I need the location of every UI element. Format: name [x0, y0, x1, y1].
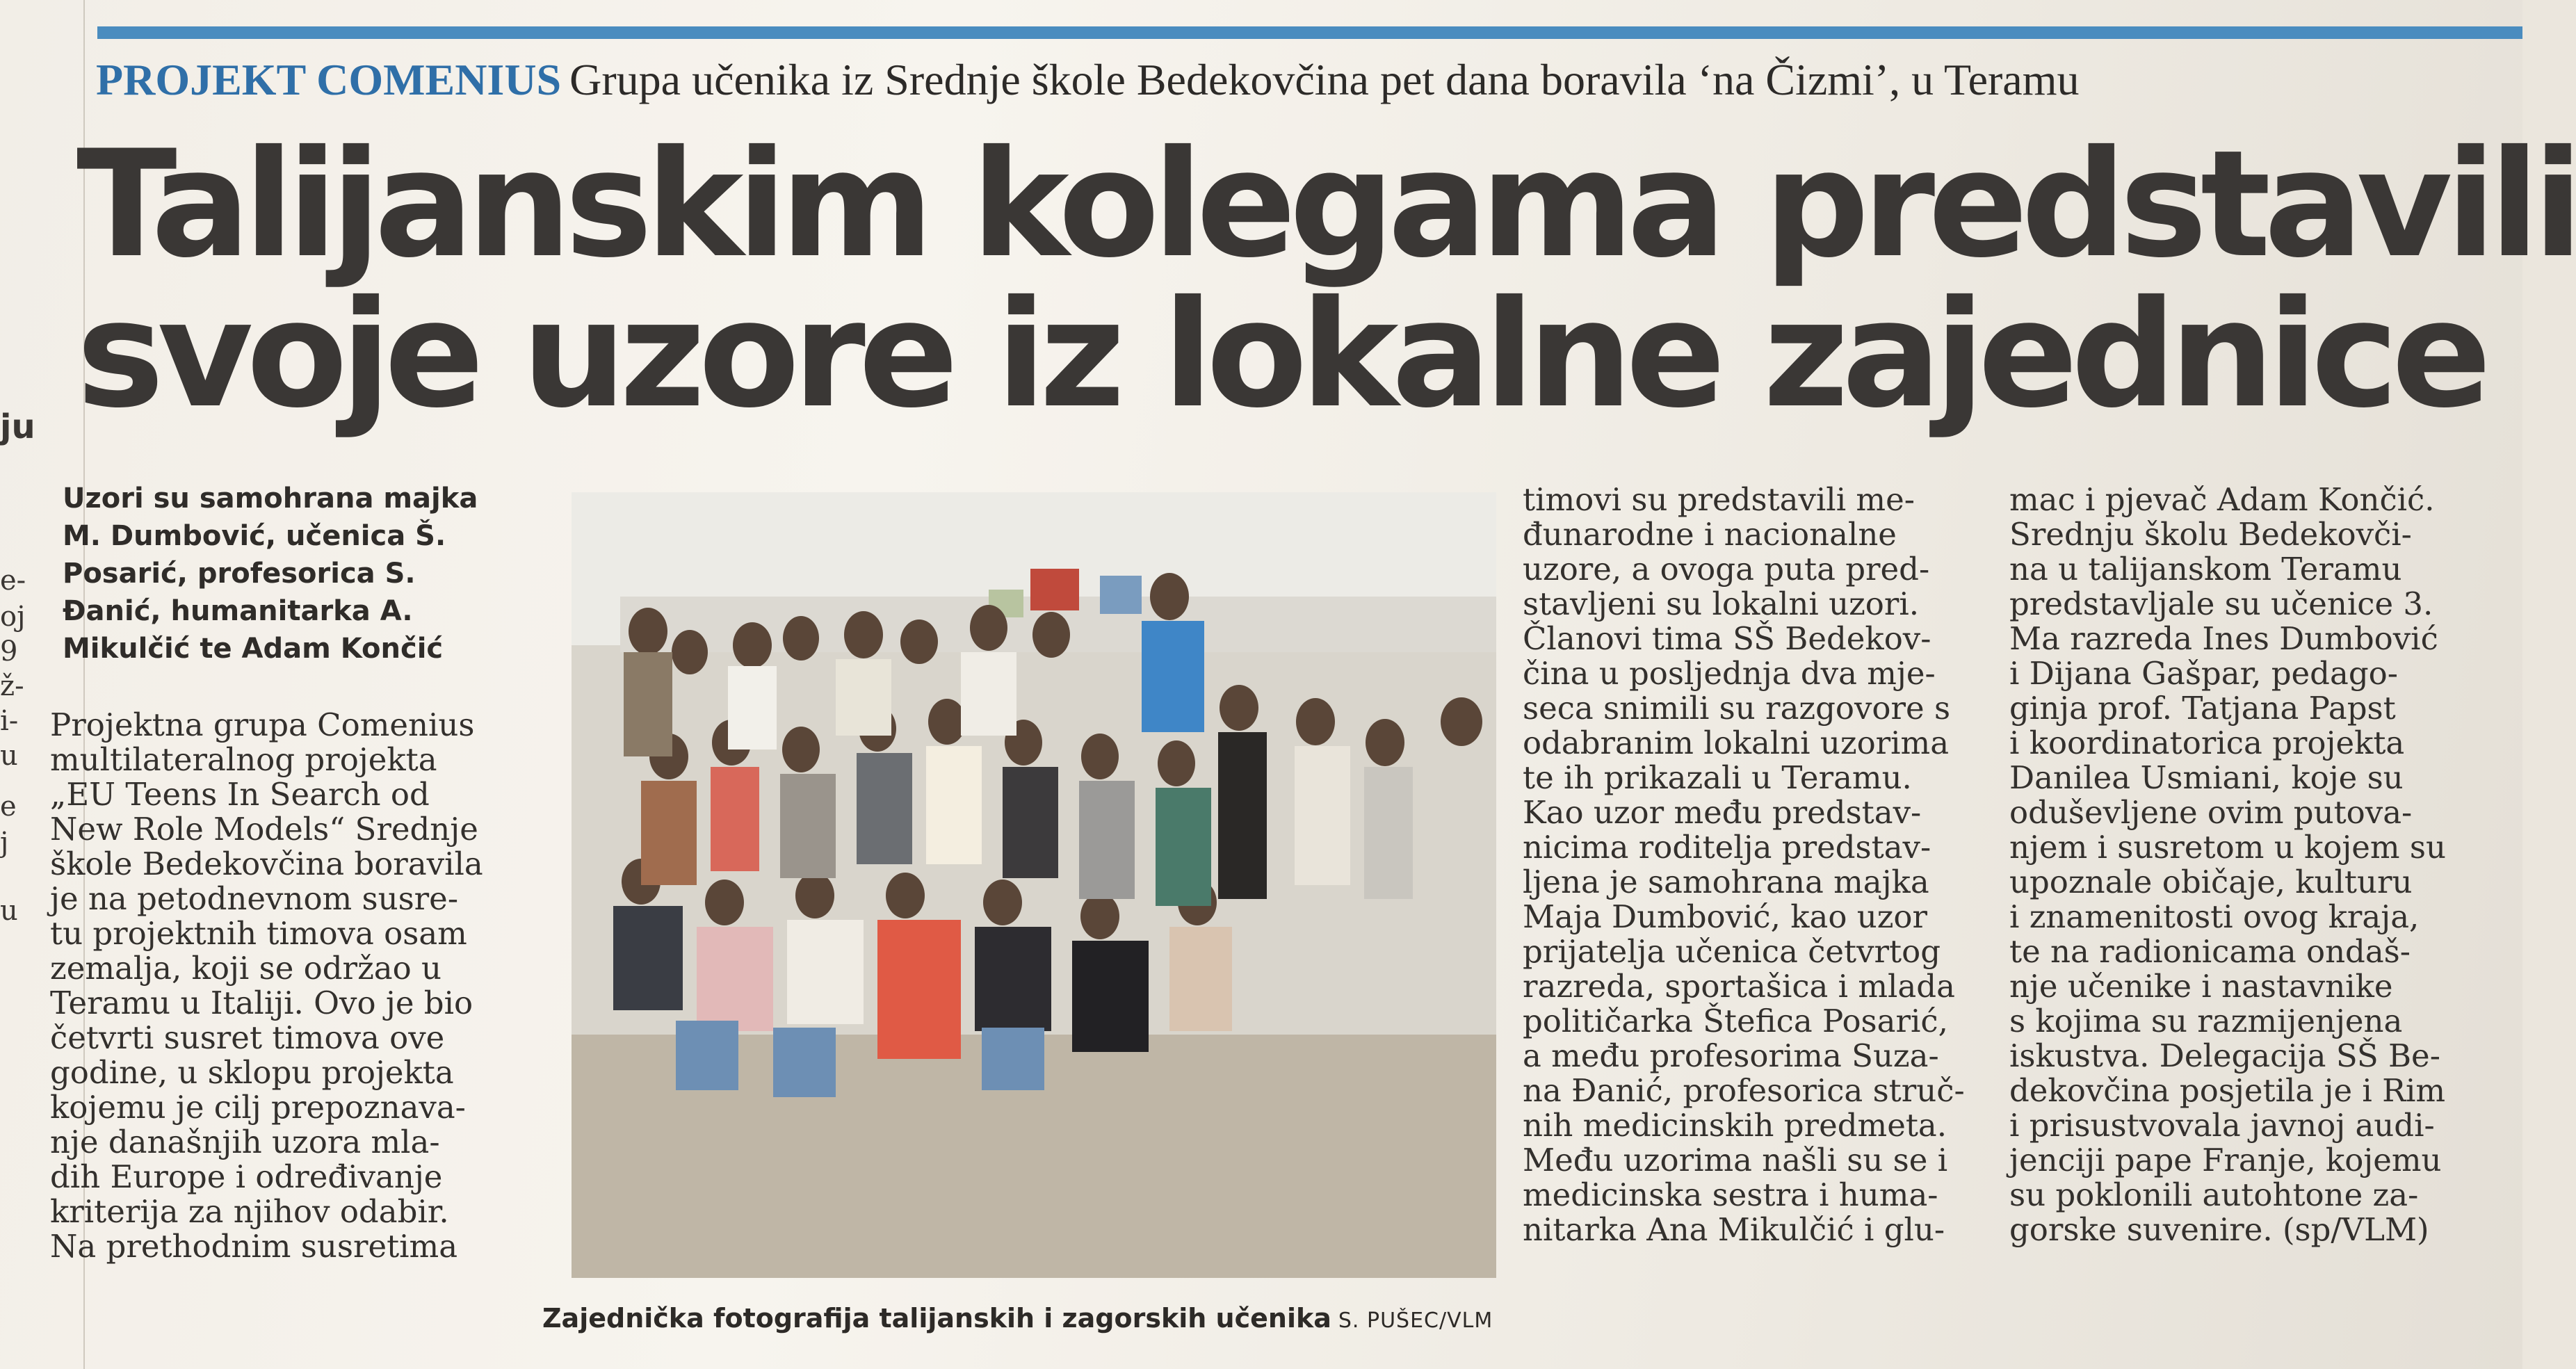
body-line: Danilea Usmiani, koje su	[2009, 759, 2404, 796]
body-line: odabranim lokalni uzorima	[1523, 724, 1950, 761]
group-photo-illustration	[572, 492, 1496, 1278]
body-line: oduševljene ovim putova-	[2009, 794, 2413, 831]
top-color-rule	[97, 26, 2522, 39]
body-line: Članovi tima SŠ Bedekov-	[1523, 620, 1931, 657]
article-headline	[76, 118, 2576, 440]
body-line: na u talijanskom Teramu	[2009, 551, 2402, 588]
body-line: nicima roditelja predstav-	[1523, 829, 1931, 866]
body-line: Teramu u Italiji. Ovo je bio	[50, 985, 473, 1021]
body-line: Među uzorima našli su se i	[1523, 1142, 1948, 1178]
body-line: s kojima su razmijenjena	[2009, 1003, 2403, 1039]
body-line: Kao uzor među predstav-	[1523, 794, 1922, 831]
left-fragment-line: e	[0, 791, 17, 823]
subhead-line: Đanić, humanitarka A.	[63, 595, 413, 627]
body-line: timovi su predstavili me-	[1523, 481, 1915, 518]
body-line: razreda, sportašica i mlada	[1523, 968, 1955, 1005]
body-line: multilateralnog projekta	[50, 741, 437, 778]
left-fragment-line: 9	[0, 635, 18, 667]
body-line: seca snimili su razgovore s	[1523, 690, 1951, 727]
body-line: te na radionicama ondaš-	[2009, 933, 2411, 970]
body-line: škole Bedekovčina boravila	[50, 845, 483, 882]
left-fragment-line: e-	[0, 565, 26, 597]
body-line: jenciji pape Franje, kojemu	[2009, 1142, 2442, 1178]
body-line: dekovčina posjetila je i Rim	[2009, 1072, 2446, 1109]
body-line: a među profesorima Suza-	[1523, 1037, 1939, 1074]
body-line: zemalja, koji se održao u	[50, 950, 442, 987]
photo-caption	[542, 1303, 1530, 1334]
body-line: godine, u sklopu projekta	[50, 1054, 454, 1091]
headline-line-2: svoje uzore iz lokalne zajednice	[76, 268, 2485, 440]
body-line: na Đanić, profesorica struč-	[1523, 1072, 1965, 1109]
article-kicker	[96, 56, 2460, 104]
body-line: iskustva. Delegacija SŠ Be-	[2009, 1037, 2440, 1074]
body-line: kriterija za njihov odabir.	[50, 1193, 449, 1230]
article-column-2	[1523, 483, 1995, 1247]
body-line: Na prethodnim susretima	[50, 1228, 458, 1265]
body-line: mac i pjevač Adam Končić.	[2009, 481, 2435, 518]
body-line: političarka Štefica Posarić,	[1523, 1003, 1948, 1039]
body-line: Maja Dumbović, kao uzor	[1523, 898, 1928, 935]
body-line: tu projektnih timova osam	[50, 915, 467, 952]
left-fragment-line: u	[0, 740, 18, 772]
subhead-line: Posarić, profesorica S.	[63, 558, 416, 590]
body-line: i koordinatorica projekta	[2009, 724, 2405, 761]
subhead-line: M. Dumbović, učenica Š.	[63, 520, 446, 552]
body-line: đunarodne i nacionalne	[1523, 516, 1897, 553]
body-line: i prisustvovala javnoj audi-	[2009, 1107, 2435, 1144]
left-fragment-headline: ju	[0, 407, 35, 446]
body-line: nje današnjih uzora mla-	[50, 1124, 440, 1160]
body-line: ljena je samohrana majka	[1523, 864, 1929, 900]
body-line: gorske suvenire. (sp/VLM)	[2009, 1211, 2429, 1248]
body-line: te ih prikazali u Teramu.	[1523, 759, 1912, 796]
body-line: njem i susretom u kojem su	[2009, 829, 2446, 866]
group-photo	[572, 492, 1496, 1278]
article-subhead	[63, 480, 549, 667]
body-line: predstavljale su učenice 3.	[2009, 585, 2433, 622]
body-line: i znamenitosti ovog kraja,	[2009, 898, 2420, 935]
body-line: nih medicinskih predmeta.	[1523, 1107, 1947, 1144]
body-line: „EU Teens In Search od	[50, 776, 430, 813]
photo-credit: S. PUŠEC/VLM	[1338, 1309, 1493, 1333]
body-line: stavljeni su lokalni uzori.	[1523, 585, 1920, 622]
headline-line-1: Talijanskim kolegama predstavili	[76, 118, 2576, 290]
kicker-tag: PROJEKT COMENIUS	[96, 55, 562, 104]
article-column-3	[2009, 483, 2496, 1247]
left-fragment-line: i-	[0, 705, 19, 737]
kicker-text: Grupa učenika iz Srednje škole Bedekovčina pet dana boravila ‘na Čizmi’, u Teramu	[569, 55, 2080, 104]
body-line: uzore, a ovoga puta pred-	[1523, 551, 1930, 588]
left-fragment-line: j	[0, 827, 9, 859]
subhead-line: Uzori su samohrana majka	[63, 483, 478, 515]
body-line: su poklonili autohtone za-	[2009, 1176, 2419, 1213]
body-line: medicinska sestra i huma-	[1523, 1176, 1938, 1213]
body-line: New Role Models“ Srednje	[50, 811, 478, 848]
body-line: je na petodnevnom susre-	[50, 880, 459, 917]
left-fragment-line: u	[0, 895, 18, 927]
body-line: četvrti susret timova ove	[50, 1019, 445, 1056]
body-line: nje učenike i nastavnike	[2009, 968, 2393, 1005]
subhead-line: Mikulčić te Adam Končić	[63, 633, 444, 665]
body-line: nitarka Ana Mikulčić i glu-	[1523, 1211, 1945, 1248]
caption-text: Zajednička fotografija talijanskih i zagorskih učenika	[542, 1303, 1331, 1334]
body-line: kojemu je cilj prepoznava-	[50, 1089, 466, 1126]
body-line: Ma razreda Ines Dumbović	[2009, 620, 2438, 657]
body-line: upoznale običaje, kulturu	[2009, 864, 2413, 900]
article-column-1	[50, 708, 551, 1264]
body-line: čina u posljednja dva mje-	[1523, 655, 1936, 692]
left-fragment-line: oj	[0, 601, 26, 633]
left-fragment-line: ž-	[0, 670, 24, 702]
body-line: prijatelja učenica četvrtog	[1523, 933, 1941, 970]
body-line: ginja prof. Tatjana Papst	[2009, 690, 2396, 727]
body-line: Projektna grupa Comenius	[50, 706, 475, 743]
body-line: i Dijana Gašpar, pedago-	[2009, 655, 2398, 692]
body-line: Srednju školu Bedekovči-	[2009, 516, 2412, 553]
body-line: dih Europe i određivanje	[50, 1158, 443, 1195]
